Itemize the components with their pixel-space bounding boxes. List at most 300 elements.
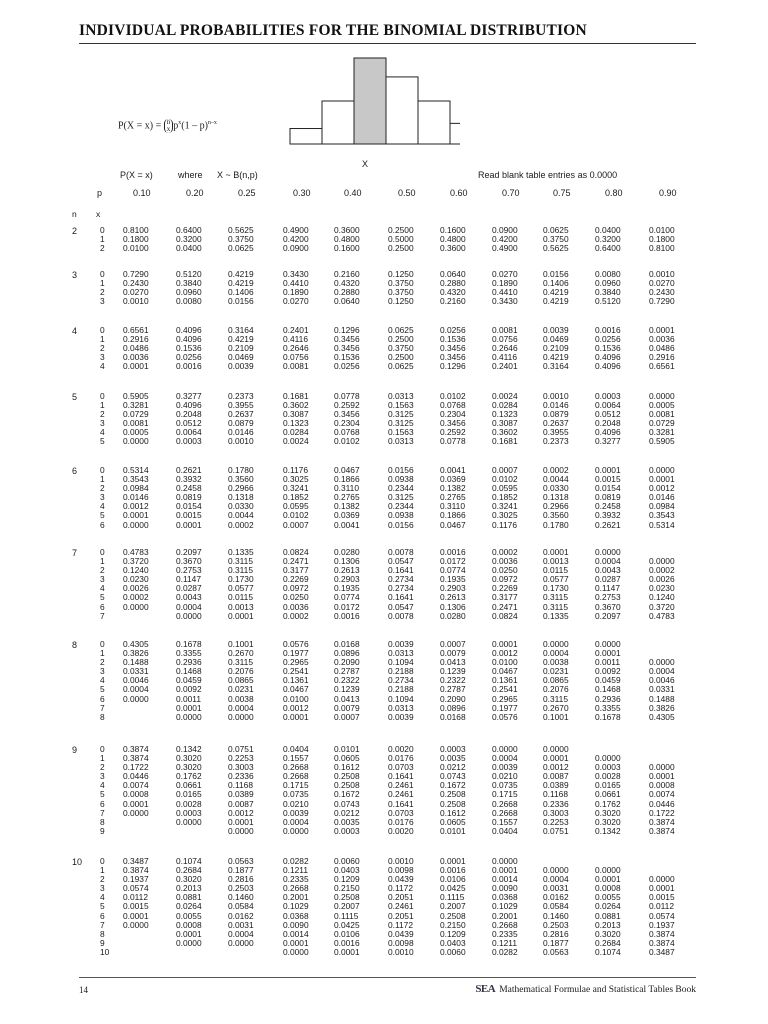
x-value: 3 <box>100 883 105 894</box>
probability-column <box>334 745 360 836</box>
probability-cell: 0.0064 <box>595 400 621 411</box>
probability-column <box>388 745 414 836</box>
probability-cell <box>228 948 254 957</box>
probability-cell: 0.0469 <box>543 334 569 345</box>
probability-column <box>649 326 675 371</box>
probability-cell: 0.0060 <box>334 856 360 866</box>
histogram-x-label: X <box>362 159 369 169</box>
probability-cell: 0.3177 <box>492 592 518 603</box>
probability-cell: 0.2007 <box>440 901 466 912</box>
probability-cell: 0.0001 <box>543 753 569 764</box>
probability-cell: 0.2903 <box>334 574 360 585</box>
probability-cell: 0.0004 <box>228 928 254 939</box>
probability-cell: 0.0012 <box>649 483 675 494</box>
probability-column <box>649 745 675 836</box>
probability-cell: 0.3020 <box>176 762 202 773</box>
probability-cell: 0.0000 <box>176 937 202 948</box>
probability-column <box>123 466 149 530</box>
x-value: 1 <box>100 334 105 345</box>
probability-cell: 0.0010 <box>388 946 414 957</box>
probability-cell: 0.0000 <box>283 825 309 836</box>
probability-cell: 0.3826 <box>123 648 149 659</box>
formula-lhs: P(X = x) = <box>118 120 164 132</box>
probability-cell: 0.0486 <box>123 343 149 354</box>
publisher-logo: SEA <box>475 983 496 995</box>
probability-cell: 0.2471 <box>283 556 309 567</box>
probability-cell: 0.2322 <box>334 675 360 686</box>
probability-cell: 0.0039 <box>388 711 414 722</box>
probability-cell: 0.0102 <box>334 436 360 447</box>
probability-cell: 0.4783 <box>123 547 149 557</box>
probability-cell: 0.1866 <box>440 510 466 521</box>
probability-cell: 0.1074 <box>176 856 202 866</box>
x-values-column <box>100 640 105 722</box>
probability-cell: 0.1147 <box>176 574 201 585</box>
probability-cell: 0.2646 <box>492 343 518 354</box>
probability-cell: 0.2734 <box>388 675 414 686</box>
probability-cell: 0.0425 <box>334 919 360 930</box>
probability-cell: 0.0389 <box>228 789 254 800</box>
probability-cell: 0.0000 <box>543 639 569 649</box>
probability-cell: 0.2430 <box>123 278 149 289</box>
probability-cell: 0.0001 <box>649 883 675 894</box>
probability-cell: 0.3125 <box>388 418 414 429</box>
probability-cell: 0.1296 <box>334 325 360 335</box>
probability-column <box>123 745 149 836</box>
x-value: 0 <box>100 856 105 866</box>
x-value: 0 <box>100 639 105 649</box>
probability-cell: 0.2013 <box>176 883 202 894</box>
probability-cell: 0.0605 <box>334 753 360 764</box>
probability-cell: 0.1382 <box>334 501 360 512</box>
probability-cell <box>123 713 149 722</box>
probability-cell: 0.1296 <box>440 361 466 372</box>
probability-cell: 0.0165 <box>176 789 202 800</box>
probability-cell: 0.0404 <box>492 825 518 836</box>
probability-cell: 0.0000 <box>228 711 254 722</box>
probability-cell: 0.0001 <box>123 910 149 921</box>
probability-cell: 0.2787 <box>440 684 466 695</box>
probability-cell: 0.4219 <box>543 287 569 298</box>
probability-cell: 0.3600 <box>440 243 466 254</box>
binomial-formula <box>118 119 217 133</box>
probability-cell: 0.2787 <box>334 666 360 677</box>
x-value: 7 <box>100 610 105 621</box>
probability-cell: 0.0824 <box>283 547 309 557</box>
probability-cell: 0.3874 <box>123 865 149 876</box>
x-value: 2 <box>100 483 105 494</box>
probability-cell: 0.2500 <box>388 225 414 235</box>
probability-cell: 0.0046 <box>649 675 675 686</box>
probability-cell: 0.2684 <box>176 865 202 876</box>
x-values-column <box>100 745 105 836</box>
probability-cell <box>123 948 149 957</box>
x-value: 1 <box>100 234 105 245</box>
probability-cell: 0.0016 <box>334 937 360 948</box>
probability-cell: 0.2109 <box>543 343 569 354</box>
probability-cell: 0.0002 <box>492 547 518 557</box>
probability-cell: 0.3281 <box>649 427 675 438</box>
probability-cell: 0.1762 <box>176 771 202 782</box>
probability-cell: 0.0547 <box>388 601 414 612</box>
probability-cell: 0.0081 <box>649 409 675 420</box>
probability-cell: 0.4096 <box>176 334 202 345</box>
probability-cell: 0.3025 <box>492 510 518 521</box>
probability-cell: 0.2541 <box>492 684 518 695</box>
probability-cell: 0.1342 <box>176 744 202 754</box>
probability-cell: 0.0038 <box>543 657 569 668</box>
page-title: INDIVIDUAL PROBABILITIES FOR THE BINOMIAL DISTRIBUTION <box>79 22 587 39</box>
probability-cell: 0.2013 <box>595 919 621 930</box>
probability-cell: 0.0172 <box>334 601 360 612</box>
probability-cell: 0.3456 <box>440 352 466 363</box>
probability-cell: 0.0896 <box>334 648 360 659</box>
probability-cell: 0.2336 <box>543 798 569 809</box>
probability-cell: 0.0001 <box>123 361 149 372</box>
x-value: 0 <box>100 269 105 279</box>
probability-cell: 0.0001 <box>176 928 202 939</box>
probability-column <box>440 270 466 306</box>
probability-cell: 0.0168 <box>440 711 466 722</box>
probability-cell: 0.1641 <box>388 592 414 603</box>
x-value: 2 <box>100 565 105 576</box>
probability-cell: 0.0004 <box>176 601 202 612</box>
probability-cell: 0.0011 <box>595 657 620 668</box>
footer-text: Mathematical Formulae and Statistical Tables Book <box>499 985 696 995</box>
probability-cell: 0.0038 <box>228 693 254 704</box>
probability-cell: 0.1557 <box>283 753 309 764</box>
probability-column <box>543 857 569 957</box>
probability-cell: 0.1641 <box>388 771 414 782</box>
probability-cell: 0.0012 <box>123 501 149 512</box>
x-value: 4 <box>100 501 105 512</box>
probability-cell: 0.2621 <box>595 519 621 530</box>
probability-column <box>334 466 360 530</box>
probability-cell: 0.0001 <box>123 798 149 809</box>
probability-cell: 0.0256 <box>334 361 360 372</box>
probability-cell: 0.2668 <box>492 807 518 818</box>
n-value: 9 <box>72 745 78 755</box>
probability-cell: 0.0595 <box>492 483 518 494</box>
probability-cell: 0.1176 <box>492 519 517 530</box>
probability-cell: 0.0039 <box>388 639 414 649</box>
probability-cell: 0.1176 <box>283 465 308 475</box>
probability-cell: 0.2090 <box>440 693 466 704</box>
probability-cell: 0.0002 <box>649 565 675 576</box>
probability-cell: 0.0013 <box>543 556 569 567</box>
probability-cell: 0.0287 <box>595 574 621 585</box>
probability-cell: 0.2668 <box>283 762 309 773</box>
probability-cell: 0.0098 <box>388 865 414 876</box>
probability-cell: 0.0389 <box>543 780 569 791</box>
probability-cell: 0.0900 <box>492 225 518 235</box>
probability-cell: 0.0400 <box>176 243 202 254</box>
probability-cell: 0.2646 <box>283 343 309 354</box>
probability-cell: 0.3177 <box>283 565 309 576</box>
probability-cell: 0.3750 <box>388 343 414 354</box>
probability-cell: 0.0156 <box>228 296 254 307</box>
probability-cell: 0.3932 <box>176 474 202 485</box>
probability-cell: 0.2503 <box>228 883 254 894</box>
probability-cell: 0.3543 <box>649 510 675 521</box>
probability-cell: 0.2637 <box>228 409 254 420</box>
probability-cell: 0.0270 <box>283 296 309 307</box>
probability-cell: 0.2734 <box>388 574 414 585</box>
probability-cell: 0.0001 <box>228 816 254 827</box>
probability-cell: 0.0098 <box>388 937 414 948</box>
x-values-column <box>100 226 105 253</box>
probability-cell: 0.0026 <box>123 583 149 594</box>
probability-cell: 0.0101 <box>440 825 466 836</box>
probability-cell: 0.2048 <box>595 418 621 429</box>
probability-cell: 0.0001 <box>123 510 149 521</box>
probability-cell: 0.3020 <box>176 874 202 885</box>
probability-cell: 0.2401 <box>283 325 309 335</box>
probability-cell: 0.3874 <box>649 928 675 939</box>
histogram-bar <box>290 129 322 144</box>
probability-cell: 0.0172 <box>440 556 466 567</box>
probability-column <box>440 745 466 836</box>
probability-cell: 0.0212 <box>440 762 466 773</box>
probability-column <box>388 326 414 371</box>
probability-cell: 0.4783 <box>649 610 675 621</box>
probability-cell: 0.3456 <box>334 409 360 420</box>
probability-cell: 0.4219 <box>228 269 254 279</box>
probability-column <box>228 392 254 447</box>
probability-cell: 0.1935 <box>440 574 466 585</box>
p-value: 0.30 <box>293 188 311 198</box>
probability-cell: 0.0081 <box>283 361 309 372</box>
probability-column <box>176 548 202 621</box>
probability-cell: 0.2076 <box>543 684 569 695</box>
probability-cell: 0.6561 <box>123 325 149 335</box>
probability-cell: 0.0007 <box>492 465 518 475</box>
probability-cell: 0.3826 <box>649 702 675 713</box>
probability-cell: 0.0001 <box>595 465 621 475</box>
header-dist: X ~ B(n,p) <box>217 170 258 180</box>
probability-cell: 0.1877 <box>543 937 569 948</box>
probability-cell: 0.0264 <box>595 901 621 912</box>
probability-cell: 0.0403 <box>440 937 466 948</box>
probability-cell: 0.1318 <box>228 492 254 503</box>
probability-cell: 0.3355 <box>595 702 621 713</box>
probability-cell: 0.0146 <box>543 400 569 411</box>
formula-exp2: n–x <box>207 119 217 126</box>
probability-cell: 0.0039 <box>228 361 254 372</box>
probability-cell: 0.1890 <box>283 287 309 298</box>
probability-cell: 0.0729 <box>649 418 675 429</box>
probability-cell: 0.2592 <box>440 427 466 438</box>
probability-cell: 0.1468 <box>176 666 202 677</box>
probability-cell: 0.1890 <box>492 278 518 289</box>
probability-cell: 0.0024 <box>283 436 309 447</box>
probability-cell: 0.2051 <box>388 910 414 921</box>
probability-cell: 0.0014 <box>283 928 309 939</box>
probability-cell: 0.8100 <box>649 243 675 254</box>
x-value: 5 <box>100 592 105 603</box>
probability-cell: 0.1115 <box>334 910 359 921</box>
probability-cell: 0.3003 <box>543 807 569 818</box>
histogram-bar <box>386 77 418 144</box>
probability-cell: 0.3115 <box>228 556 253 567</box>
probability-cell: 0.1074 <box>595 946 621 957</box>
probability-cell: 0.0210 <box>283 798 309 809</box>
probability-cell: 0.1612 <box>334 762 360 773</box>
probability-cell: 0.4200 <box>492 234 518 245</box>
probability-cell: 0.0020 <box>388 825 414 836</box>
probability-cell: 0.2335 <box>283 874 309 885</box>
probability-column <box>543 326 569 371</box>
probability-cell: 0.0010 <box>228 436 254 447</box>
probability-cell: 0.0028 <box>595 771 621 782</box>
probability-cell: 0.3560 <box>543 510 569 521</box>
probability-column <box>543 745 569 836</box>
probability-column <box>334 640 360 722</box>
probability-cell: 0.3560 <box>228 474 254 485</box>
probability-cell: 0.3487 <box>649 946 675 957</box>
probability-cell: 0.1672 <box>334 789 360 800</box>
probability-cell: 0.4800 <box>334 234 360 245</box>
probability-cell: 0.5314 <box>649 519 675 530</box>
probability-cell: 0.2936 <box>176 657 202 668</box>
probability-cell: 0.1563 <box>388 400 414 411</box>
probability-cell: 0.0900 <box>283 243 309 254</box>
probability-cell: 0.2335 <box>492 928 518 939</box>
probability-cell: 0.0010 <box>543 391 569 401</box>
probability-cell: 0.4219 <box>228 334 254 345</box>
probability-cell: 0.0043 <box>595 565 621 576</box>
x-value: 6 <box>100 519 105 530</box>
probability-cell: 0.0100 <box>123 243 149 254</box>
probability-column <box>228 857 254 957</box>
probability-cell: 0.0000 <box>176 711 202 722</box>
probability-cell: 0.0256 <box>176 352 202 363</box>
probability-cell: 0.3087 <box>492 418 518 429</box>
probability-cell: 0.3020 <box>595 807 621 818</box>
probability-column <box>283 226 309 253</box>
probability-cell: 0.0036 <box>649 334 675 345</box>
probability-cell: 0.2880 <box>440 278 466 289</box>
probability-cell: 0.0162 <box>543 892 569 903</box>
probability-column <box>492 270 518 306</box>
probability-cell: 0.1612 <box>440 807 466 818</box>
probability-cell: 0.2471 <box>492 601 518 612</box>
probability-column <box>123 640 149 722</box>
probability-cell: 0.0819 <box>176 492 202 503</box>
probability-cell: 0.0001 <box>176 702 202 713</box>
probability-cell: 0.0064 <box>176 427 202 438</box>
x-value: 4 <box>100 780 105 791</box>
probability-cell: 0.1935 <box>334 583 360 594</box>
probability-column <box>334 326 360 371</box>
probability-cell: 0.3281 <box>123 400 149 411</box>
probability-cell: 0.1641 <box>388 565 414 576</box>
probability-cell: 0.2373 <box>543 436 569 447</box>
probability-cell: 0.0004 <box>283 816 309 827</box>
probability-cell: 0.4219 <box>543 296 569 307</box>
probability-cell: 0.3164 <box>543 361 569 372</box>
probability-column <box>228 226 254 253</box>
probability-cell: 0.1168 <box>228 780 253 791</box>
probability-cell: 0.0270 <box>123 287 149 298</box>
probability-cell: 0.1852 <box>283 492 309 503</box>
probability-cell: 0.0605 <box>440 816 466 827</box>
probability-cell: 0.0001 <box>440 856 466 866</box>
histogram-bar-highlighted <box>354 58 386 144</box>
probability-cell: 0.0231 <box>228 684 254 695</box>
probability-cell: 0.2458 <box>176 483 202 494</box>
probability-cell: 0.0330 <box>543 483 569 494</box>
probability-cell: 0.2508 <box>334 892 360 903</box>
probability-cell: 0.0007 <box>440 639 466 649</box>
x-value: 0 <box>100 744 105 754</box>
probability-cell: 0.0001 <box>176 519 202 530</box>
probability-cell: 0.1536 <box>440 334 466 345</box>
probability-cell: 0.0156 <box>388 465 414 475</box>
probability-column <box>283 857 309 957</box>
probability-cell: 0.2090 <box>334 657 360 668</box>
n-value: 8 <box>72 640 78 650</box>
probability-cell: 0.3456 <box>334 343 360 354</box>
probability-cell: 0.1460 <box>543 910 569 921</box>
probability-cell: 0.0002 <box>283 610 309 621</box>
probability-cell: 0.2253 <box>228 753 254 764</box>
probability-cell: 0.1563 <box>388 427 414 438</box>
probability-cell: 0.0028 <box>176 798 202 809</box>
probability-cell: 0.0003 <box>334 825 360 836</box>
probability-column <box>492 326 518 371</box>
probability-cell: 0.4410 <box>492 287 518 298</box>
x-value: 0 <box>100 465 105 475</box>
probability-cell: 0.0165 <box>595 780 621 791</box>
probability-cell: 0.3125 <box>388 409 414 420</box>
footer <box>475 983 696 995</box>
probability-column <box>595 640 621 722</box>
probability-cell: 0.0467 <box>334 465 360 475</box>
probability-column <box>492 745 518 836</box>
probability-column <box>228 640 254 722</box>
probability-cell: 0.2322 <box>440 675 466 686</box>
probability-column <box>595 466 621 530</box>
probability-cell: 0.0100 <box>283 693 309 704</box>
probability-cell: 0.0774 <box>440 565 466 576</box>
probability-column <box>283 745 309 836</box>
probability-cell: 0.1600 <box>440 225 466 235</box>
probability-cell <box>123 930 149 939</box>
probability-cell: 0.3602 <box>492 427 518 438</box>
probability-cell: 0.1937 <box>123 874 149 885</box>
probability-cell: 0.0625 <box>388 361 414 372</box>
probability-cell: 0.0002 <box>123 592 149 603</box>
x-value: 1 <box>100 753 105 764</box>
probability-cell: 0.0081 <box>123 418 149 429</box>
probability-cell: 0.0280 <box>334 547 360 557</box>
probability-cell: 0.0270 <box>649 278 675 289</box>
probability-cell: 0.3003 <box>228 762 254 773</box>
probability-column <box>388 466 414 530</box>
x-value: 4 <box>100 583 105 594</box>
probability-cell: 0.1335 <box>228 547 254 557</box>
probability-cell: 0.0865 <box>228 675 254 686</box>
probability-cell: 0.2668 <box>492 798 518 809</box>
probability-cell: 0.1681 <box>283 391 309 401</box>
probability-cell: 0.0001 <box>283 711 309 722</box>
probability-cell: 0.2007 <box>334 901 360 912</box>
n-value: 10 <box>72 857 83 867</box>
probability-cell: 0.0972 <box>283 583 309 594</box>
x-value: 4 <box>100 675 105 686</box>
probability-cell: 0.0002 <box>228 519 254 530</box>
